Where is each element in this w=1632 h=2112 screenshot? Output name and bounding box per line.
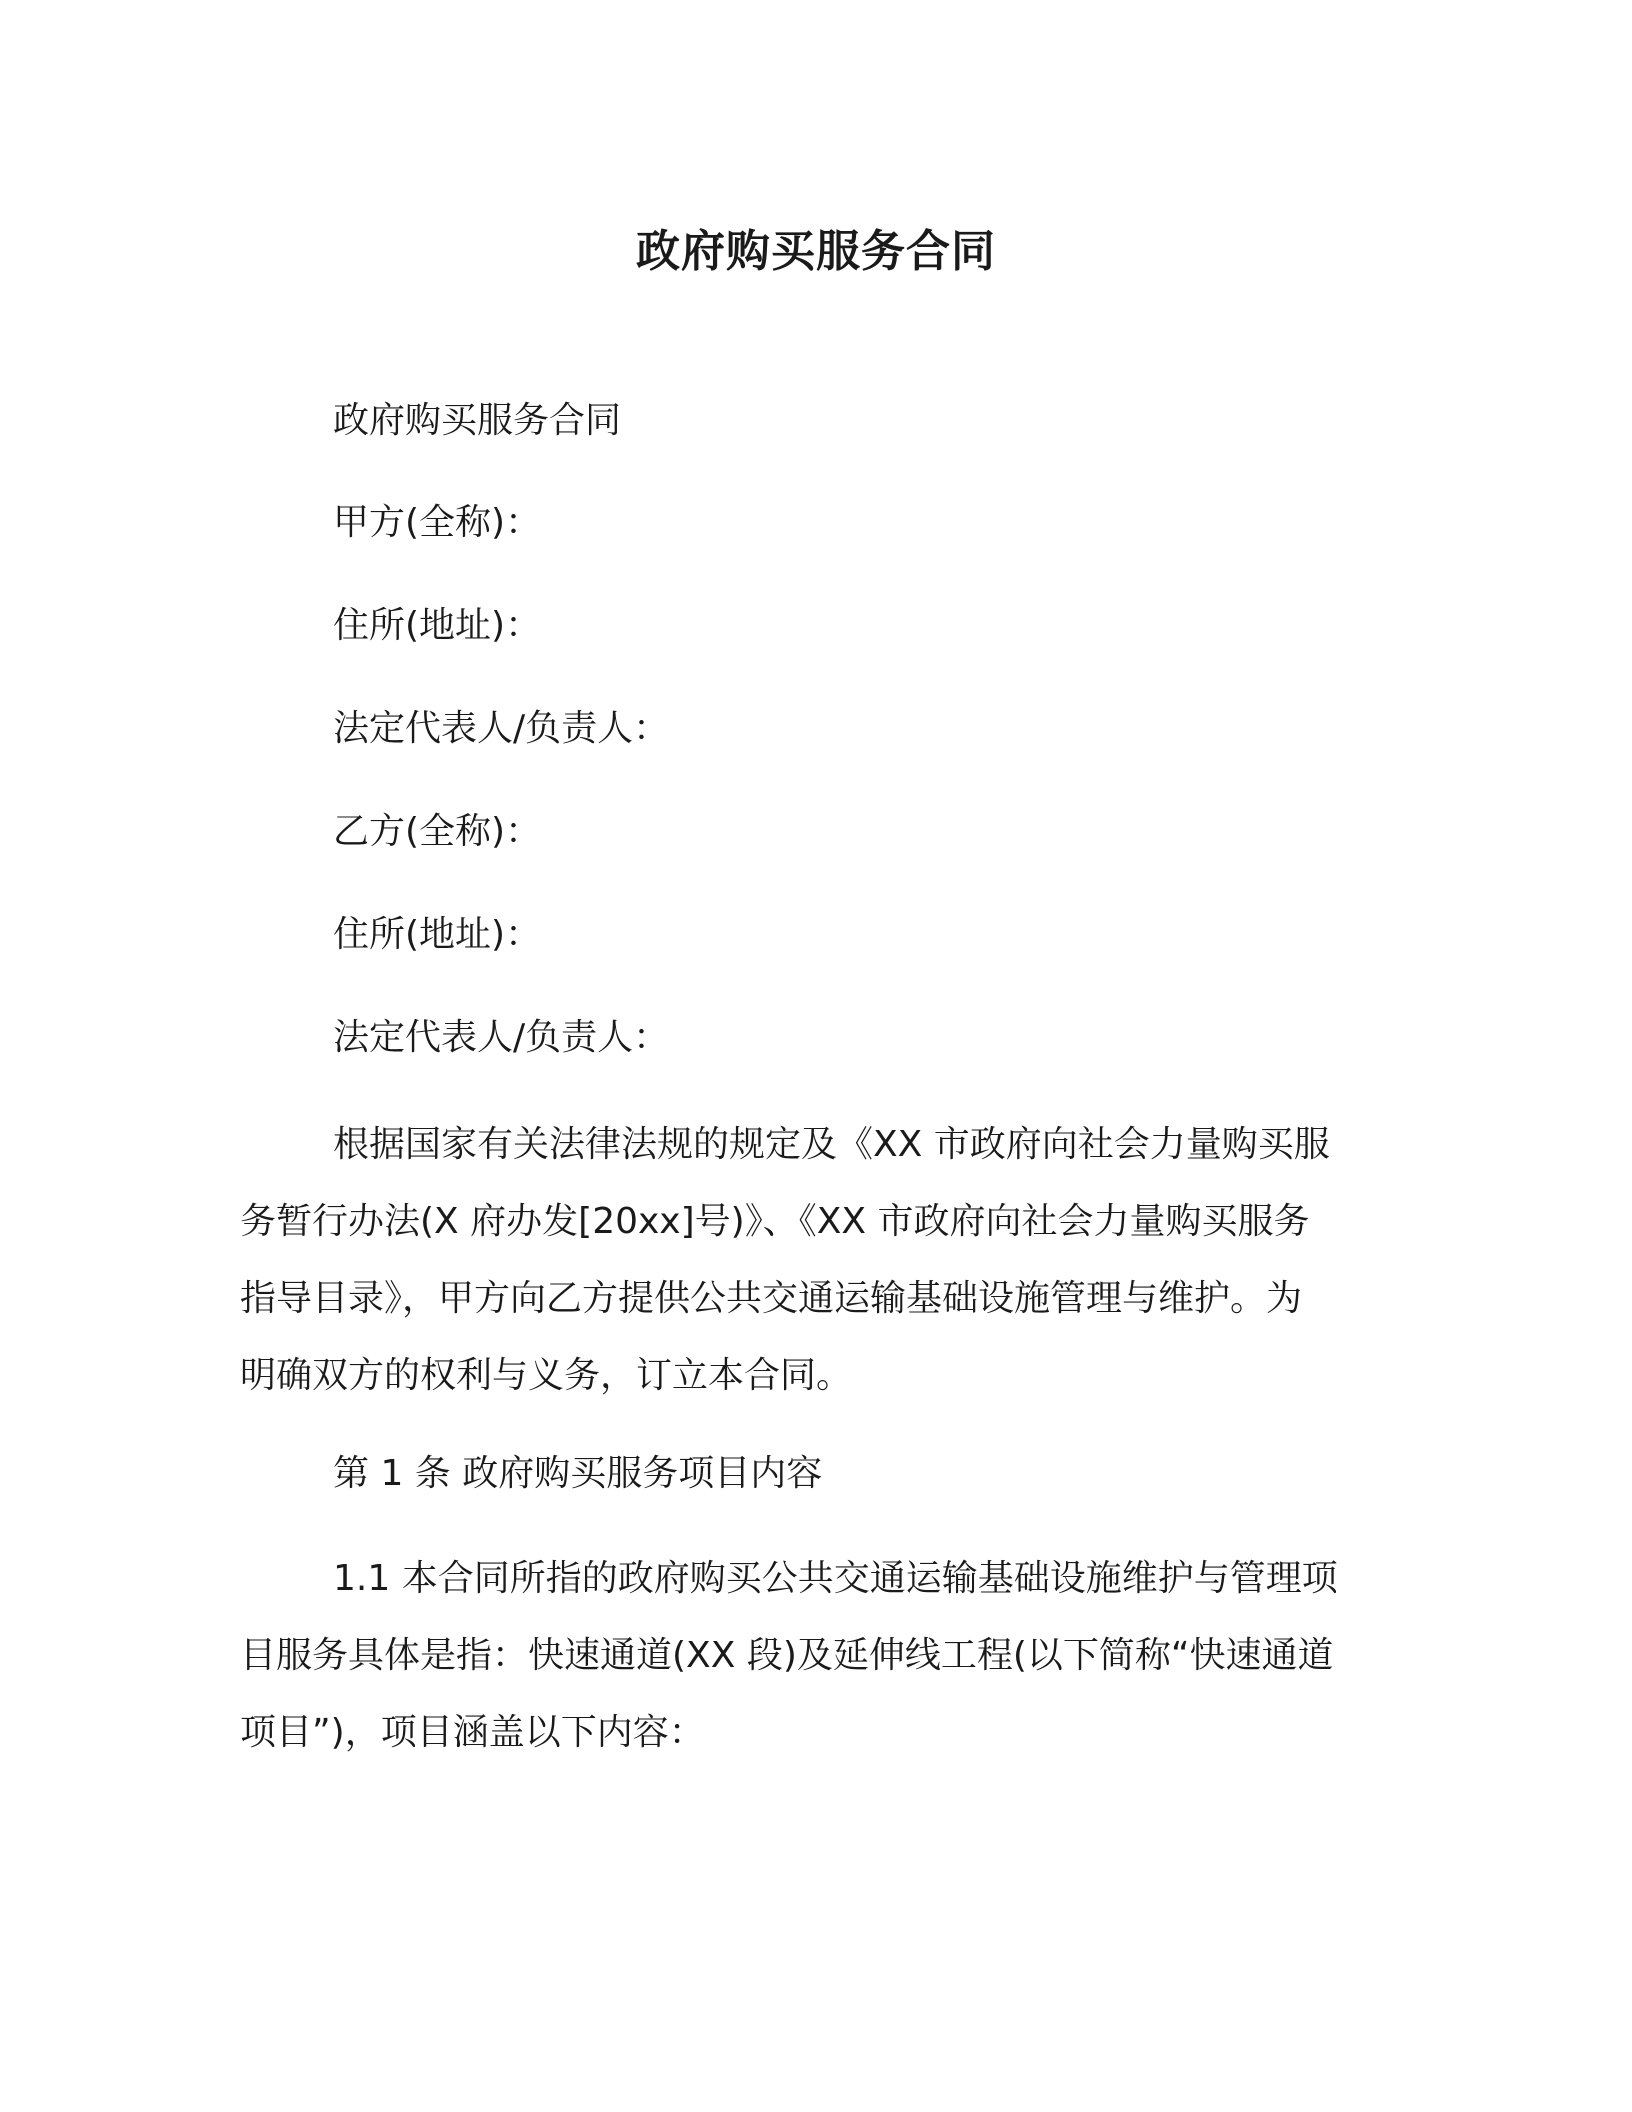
party-b-address-label: 住所(地址)： xyxy=(333,914,542,955)
preamble-paragraph xyxy=(240,1106,1390,1414)
clause-1-1-paragraph xyxy=(240,1540,1390,1771)
preamble-line: 务暂行办法(X 府办发[20xx]号)》、《XX 市政府向社会力量购买服务 xyxy=(240,1201,1310,1242)
party-b-name-label: 乙方(全称)： xyxy=(333,811,542,852)
clause-line: 项目”)，项目涵盖以下内容： xyxy=(240,1712,705,1753)
preamble-line: 指导目录》，甲方向乙方提供公共交通运输基础设施管理与维护。为 xyxy=(240,1278,1303,1319)
clause-line: 1.1 本合同所指的政府购买公共交通运输基础设施维护与管理项 xyxy=(333,1558,1338,1599)
document-title: 政府购买服务合同 xyxy=(636,226,996,277)
preamble-line: 根据国家有关法律法规的规定及《XX 市政府向社会力量购买服 xyxy=(333,1124,1330,1165)
clause-line: 目服务具体是指：快速通道(XX 段)及延伸线工程(以下简称“快速通道 xyxy=(240,1635,1334,1676)
party-a-address-label: 住所(地址)： xyxy=(333,605,542,646)
contract-subtitle: 政府购买服务合同 xyxy=(333,400,622,441)
party-b-representative-label: 法定代表人/负责人： xyxy=(333,1017,670,1058)
party-a-representative-label: 法定代表人/负责人： xyxy=(333,708,670,749)
article-1-heading: 第 1 条 政府购买服务项目内容 xyxy=(333,1453,823,1494)
party-a-name-label: 甲方(全称)： xyxy=(333,502,542,543)
preamble-line: 明确双方的权利与义务，订立本合同。 xyxy=(240,1355,853,1396)
